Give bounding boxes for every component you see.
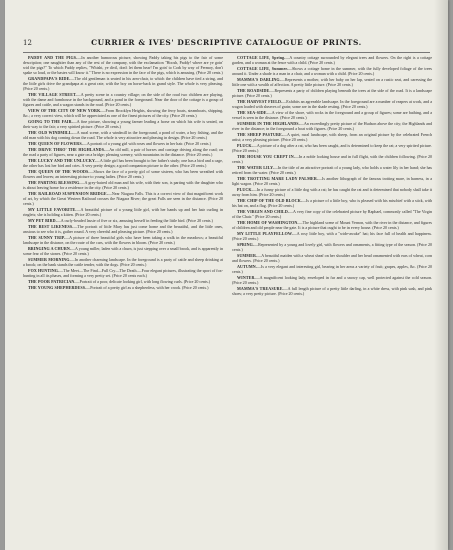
entry-title: VIEW OF THE CITY OF NEW YORK. — [28, 107, 102, 113]
entry-description: —The Meet—The Find—Full Cry—The Death.—Four elegant pictures, illustrating the sport of fox-hunting in all its phases, and forming a very pretty set. (Price 20 cents each.) — [23, 267, 223, 278]
catalogue-entry — [232, 89, 432, 99]
entry-description: —In another charming landscape. In the foreground is a party of cattle and sheep drinking at a brook; on the bank stands the cattle tender, with the dogs. (Price 20 cents.) — [23, 256, 223, 267]
entry-description: —The old gentleman is seated in his arm-chair, to which the children have tied a string, and the little girls drive the grandpapa at a great rate, with the boy on horse-back in grand style. The whole is very pleasing. (Price 20 cents.) — [23, 75, 223, 91]
entry-description: —Represents a mother, with her baby on her lap, seated on a rustic seat, and caressing the little one with a wealth of affection. A pretty little picture. (Price 20 cents.) — [232, 77, 432, 87]
entry-description: —Portrait of a pretty girl as a shepherdess, with her crook. (Price 20 cents.) — [86, 284, 209, 290]
entry-description: —Near Niagara Falls. This is a correct view of that magnificent work of art, by which the Great Western Railroad crosses the Niagara River; the great Falls are seen in the distance. (Price 20 cents.) — [23, 190, 223, 206]
header-rule — [23, 52, 430, 53]
catalogue-entry — [232, 177, 432, 187]
entry-description: —Is another lithograph of the famous trotting mare, in harness, in a light wagon. (Price 20 cents.) — [232, 176, 432, 186]
entry-description: —Represented by a young and lovely girl, with flowers and ornaments, a fitting type of the season. (Price 20 cents.) — [232, 242, 432, 252]
entry-description: —A grey-haired old man and his wife, with their son, is parting with the daughter who is about leaving home for a residence in the city. (Price 20 cents.) — [23, 179, 223, 190]
entry-description: —From Brooklyn Heights, showing the ferry boats, steamboats, shipping, &c.; a very correct view, which will be appreciated as one of the finest pictures of the city. (Price 20 cents.) — [23, 107, 223, 118]
catalogue-entry — [232, 56, 432, 66]
catalogue-entry — [23, 93, 223, 108]
entry-title: THE OLD WINDMILL. — [28, 129, 73, 135]
entry-title: FOX HUNTING. — [28, 267, 60, 273]
entry-title: THE PARTING BLESSING. — [28, 179, 81, 185]
catalogue-entry — [232, 144, 432, 154]
entry-description: —A portrait of a young girl with roses and flowers in her hair. (Price 20 cents.) — [82, 140, 211, 146]
entry-description: —An old mill, a pair of horses and carriage driving along the road; on the road a party of figures, near a gate on a bridge; pleasing scenery, with mountains in the distance. (Price 20 cents.) — [23, 146, 223, 157]
entry-title: THE WATER LILY. — [237, 165, 274, 170]
entry-title: PLUCK. — [237, 187, 253, 192]
entry-description: —In a noble looking house and in full flight, with the children following. (Price 20 cents.) — [232, 154, 432, 164]
catalogue-entry — [232, 287, 432, 297]
catalogue-entry — [23, 131, 223, 141]
entry-description: —In the title of an attractive portrait of a young lady, who holds a water lily in her hand; she has retired from the water. (Price 20 cents.) — [232, 165, 432, 175]
entry-description: —A picture of three beautiful girls who have been taking a walk in the meadows; a beautiful landscape in the distance, on the route of the cars, with the flowers in bloom. (Price 20 cents.) — [23, 234, 223, 245]
catalogue-entry — [232, 133, 432, 143]
catalogue-entry — [232, 243, 432, 253]
entry-description: —The highland scene of Mount Vernon, with the river in the distance, and figures of children and old people near the gate. It is a picture that ought to be in every house. (Price 20 cents.) — [232, 220, 432, 230]
entry-title: THE QUEEN OF FLOWERS. — [28, 140, 83, 146]
catalogue-entry — [232, 232, 432, 242]
entry-description: —A beautiful picture of a young little girl, with her hands up and her hair curling in ringlets; she is holding a kitten. (Price 20 cents.) — [23, 206, 223, 217]
entry-description: —A rosy little boy, with a "wide-awake" hat; his face full of health and happiness. (Price 20 cents.) — [232, 231, 432, 241]
catalogue-entry — [23, 225, 223, 235]
catalogue-entry — [23, 77, 223, 92]
catalogue-entry — [23, 56, 223, 76]
entry-title: THE HOUSE YOU CREPT IN. — [237, 154, 295, 159]
entry-description: —Represents a party of children playing beneath the trees at the side of the road. It is a landscape picture. (Price 20 cents.) — [232, 88, 432, 98]
catalogue-entry — [23, 120, 223, 130]
entry-title: THE YOUNG SHEPHERDESS. — [28, 284, 87, 290]
entry-description: —A fine picture, showing a young farmer leading a horse on which his wife is seated, on their way to the fair; a very spirited picture. (Price 20 cents.) — [23, 118, 223, 129]
entry-title: THE QUEEN OF THE WOODS. — [28, 168, 90, 174]
catalogue-entry — [232, 254, 432, 264]
spine-shadow — [434, 0, 448, 550]
catalogue-entry — [23, 269, 223, 279]
catalogue-entry — [232, 188, 432, 198]
entry-title: SUMMER IN THE HIGHLANDS. — [237, 121, 300, 126]
catalogue-entry — [232, 221, 432, 231]
catalogue-entry — [23, 181, 223, 191]
entry-title: GRANDPAPA'S RIDE. — [28, 75, 71, 81]
entry-description: —Portrait of a poor, delicate looking girl, with long flowing curls. (Price 20 cents.) — [75, 278, 211, 284]
catalogue-entry — [232, 276, 432, 286]
catalogue-entry — [23, 286, 223, 291]
catalogue-entry — [23, 258, 223, 268]
entry-description: —Exhibits an agreeable landscape. In the foreground are a number of reapers at work, and a wagon loaded with sheaves of grain; some are in the shade resting. (Price 20 cents.) — [232, 99, 432, 109]
entry-title: GOING TO THE FAIR. — [28, 118, 73, 124]
entry-description: —A very fine copy of the celebrated picture by Raphael, commonly called "The Virgin of the Chair." (Price 20 cents.) — [232, 209, 432, 219]
running-title: CURRIER & IVES' DESCRIPTIVE CATALOGUE OF PRINTS. — [91, 38, 362, 47]
catalogue-entry — [232, 100, 432, 110]
catalogue-entry — [23, 236, 223, 246]
entry-description: —Is a very elegant and interesting girl, bearing in her arms a variety of fruit; grapes, apples, &c. (Price 20 cents.) — [232, 264, 432, 274]
entry-title: COTTAGE LIFE, Summer. — [237, 66, 288, 71]
entry-description: —A little girl has been brought to her father's study; one has a bird and a cage, the other has lost her bird and cries. A very pretty design; a good companion picture to the other. (Price 20 cents.) — [23, 157, 223, 168]
entry-title: SPRING. — [237, 242, 255, 247]
entry-title: MY LITTLE PLAYFELLOW. — [237, 231, 293, 236]
entry-title: COTTAGE LIFE, Spring. — [237, 56, 286, 60]
left-column — [23, 56, 223, 532]
entry-title: SUMMER. — [237, 253, 258, 258]
entry-description: —A pretty scene in a country village; on the side of the road two children are playing, with the dame and farmhouse in the background, and a pond in the foreground. Near the door of the cottage is a group of figures and cattle, and a wagon stands in the road. (Price 20 cents.) — [23, 91, 223, 107]
entry-description: —A curly-headed lassie of five or six, amusing herself in feeding the little bird. (Price 20 cents.) — [56, 217, 213, 223]
entry-description: —A picture of a dog after a rat, who has been caught, and is determined to keep the rat; a very spirited picture. (Price 20 cents.) — [232, 143, 432, 153]
catalogue-entry — [23, 208, 223, 218]
entry-title: THE POOR PATRICIAN. — [28, 278, 76, 284]
entry-title: PADDY AND THE PIGS. — [28, 56, 78, 60]
entry-description: —A quiet, rural landscape, with sheep, from an original picture by the celebrated French artist; a very pleasing picture. (Price 20 cents.) — [232, 132, 432, 142]
catalogue-entry — [232, 122, 432, 132]
entry-title: THE HOME OF WASHINGTON. — [237, 220, 299, 225]
catalogue-page — [5, 0, 448, 550]
catalogue-entry — [232, 199, 432, 209]
entry-description: —In a funny picture of a little dog with a rat; he has caught the rat and is determined that nobody shall take it away from him. (Price 20 cents.) — [232, 187, 432, 197]
entry-description: —In another humorous picture, showing Paddy taking his pigs to the fair of some description; one naughtier than any of the rest of the company, with the exclamation "Hoosh, Paddy! where are ye goin' wid the pigs?" To which Paddy replies, "Whisht, ye divil, don't let them hear! I'm goin' to Cork by way of Fermoy, don't spake so loud, or the bastes will know it." There is no expression in the face of the pigs, which is amusing. (Price 20 cents.) — [23, 56, 223, 75]
catalogue-entry — [23, 247, 223, 257]
catalogue-entry — [232, 155, 432, 165]
catalogue-entry — [232, 166, 432, 176]
catalogue-entry — [23, 170, 223, 180]
catalogue-entry — [232, 78, 432, 88]
right-column — [232, 56, 432, 532]
entry-title: AUTUMN. — [237, 264, 257, 269]
entry-title: THE CHIP OF THE OLD BLOCK. — [237, 198, 303, 203]
entry-title: THE SEA-SIDE. — [237, 110, 268, 115]
entry-description: —A view of the shore, with rocks in the foreground and a group of figures; some are bathing, and a vessel is seen in the distance. (Price 20 cents.) — [232, 110, 432, 120]
entry-title: THE RAILROAD SUSPENSION BRIDGE. — [28, 190, 108, 196]
entry-title: MAMMA'S TREASURE. — [237, 286, 284, 291]
page-header — [23, 38, 430, 50]
entry-title: MY LITTLE FAVORITE. — [28, 206, 77, 212]
entry-title: MY PET BIRD. — [28, 217, 57, 223]
entry-description: —Shows a cottage home in the summer, with the fully developed foliage of the trees around it. Under a shade is a man in a chair, and a woman with a child. (Price 20 cents.) — [232, 66, 432, 76]
entry-description: —A rural scene, with a windmill in the foreground, a pond of water, a boy fishing, and the old man with his dog coming down the road. The whole is very attractive and pleasing in design. (Price 20 cents.) — [23, 129, 223, 140]
entry-description: —Is a picture of a little boy, who is pleased with his mischief with a stick, with his hat on, and a flag. (Price 20 cents.) — [232, 198, 432, 208]
entry-title: SUMMER MORNING. — [28, 256, 71, 262]
entry-title: THE ROADSIDE. — [237, 88, 271, 93]
entry-description: —An exceedingly pretty picture of the Hudson above the city; the Highlands and river in the distance; in the foreground a boat with figures. (Price 20 cents.) — [232, 121, 432, 131]
entry-description: —A young miller, laden with a churn, is just stepping over a small brook, and is apparently in some fear of the stones. (Price 20 cents.) — [23, 245, 223, 256]
catalogue-entry — [232, 210, 432, 220]
entry-title: THE VILLAGE STREET. — [28, 91, 77, 97]
catalogue-entry — [23, 192, 223, 207]
entry-title: PLUCK. — [237, 143, 253, 148]
catalogue-entry — [232, 111, 432, 121]
entry-title: THE HARVEST FIELD. — [237, 99, 283, 104]
entry-description: —A full length picture of a pretty little darling, in a white dress, with pink sash, and pink shoes; a very pretty picture. (Price 20 cents.) — [232, 286, 432, 296]
entry-title: THE BEST LIKENESS. — [28, 223, 74, 229]
page-number: 12 — [23, 39, 32, 47]
entry-title: WINTER. — [237, 275, 256, 280]
entry-title: THE VIRGIN AND CHILD. — [237, 209, 289, 214]
catalogue-entry — [232, 67, 432, 77]
catalogue-entry — [23, 109, 223, 119]
entry-title: MAMMA'S DARLING. — [237, 77, 281, 82]
catalogue-entry — [232, 265, 432, 275]
catalogue-entry — [23, 148, 223, 158]
entry-title: THE TROTTING MARE LADY PALMER. — [237, 176, 318, 181]
entry-description: —Shows the face of a pretty girl of some sixteen, who has been wreathed with flowers and leaves; an interesting picture to young ladies. (Price 20 cents.) — [23, 168, 223, 179]
entry-title: THE SHEEP PASTURE. — [237, 132, 283, 137]
entry-title: THE DRIVE THRO' THE HIGHLANDS. — [28, 146, 106, 152]
catalogue-entry — [23, 159, 223, 169]
entry-description: —The portrait of little Mary has just come home and the beautiful, and the little ones, anxious to see who it is, gather round. A very cheerful and pleasing picture. (Price 20 cents.) — [23, 223, 223, 234]
entry-description: —A magnificent looking lady, enveloped in fur and a snowy cap, well protected against the cold season. (Price 20 cents.) — [232, 275, 432, 285]
entry-title: THE LUCKY AND THE UNLUCKY. — [28, 157, 96, 163]
entry-title: BRINGING A CHURN. — [28, 245, 71, 251]
entry-description: —A beautiful maiden with a wheat sheaf on her shoulder and her head ornamented with ears of wheat, corn and flowers. (Price 20 cents.) — [232, 253, 432, 263]
entry-title: THE SUNNY TRIP. — [28, 234, 66, 240]
entry-description: —A country cottage surrounded by elegant trees and flowers. On the right is a cottage garden, and a woman at the fence with a child. (Price 20 cents.) — [232, 56, 432, 65]
